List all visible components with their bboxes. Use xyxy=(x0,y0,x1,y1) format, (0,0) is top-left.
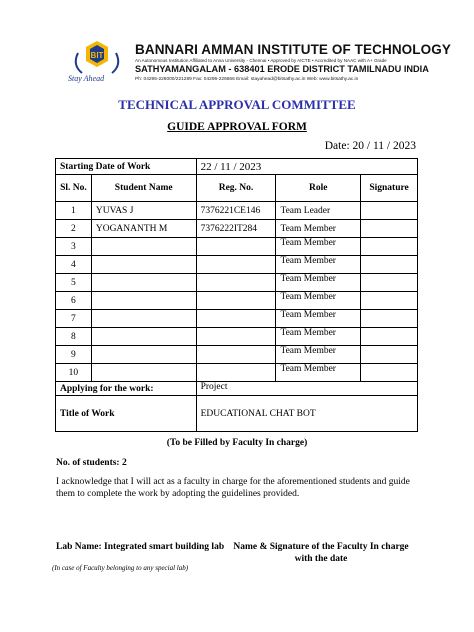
form-title: GUIDE APPROVAL FORM xyxy=(167,121,307,133)
row-role: Team Member xyxy=(276,292,361,310)
row-signature xyxy=(361,220,418,238)
table-header-row xyxy=(56,175,418,202)
row-signature xyxy=(361,310,418,328)
row-reg-no xyxy=(196,310,276,328)
row-sl: 2 xyxy=(56,220,92,238)
applying-value: Project xyxy=(196,382,417,396)
applying-label: Applying for the work: xyxy=(56,382,197,396)
number-of-students: No. of students: 2 xyxy=(56,458,127,468)
header-reg-no: Reg. No. xyxy=(196,175,276,202)
row-signature xyxy=(361,202,418,220)
logo-tagline: Stay Ahead xyxy=(68,74,105,83)
start-date-row xyxy=(56,159,418,175)
row-sl: 9 xyxy=(56,346,92,364)
faculty-signature-label: Name & Signature of the Faculty In charge with the date xyxy=(233,542,409,564)
row-role: Team Member xyxy=(276,238,361,256)
row-reg-no xyxy=(196,364,276,382)
table-row xyxy=(56,292,418,310)
row-sl: 4 xyxy=(56,256,92,274)
table-row xyxy=(56,328,418,346)
title-value: EDUCATIONAL CHAT BOT xyxy=(196,396,417,432)
committee-title: TECHNICAL APPROVAL COMMITTEE xyxy=(118,97,356,112)
row-reg-no: 7376222IT284 xyxy=(196,220,276,238)
form-date: Date: 20 / 11 / 2023 xyxy=(324,140,416,152)
table-row xyxy=(56,346,418,364)
row-reg-no xyxy=(196,238,276,256)
row-reg-no xyxy=(196,328,276,346)
row-student-name xyxy=(91,310,196,328)
row-sl: 8 xyxy=(56,328,92,346)
row-sl: 7 xyxy=(56,310,92,328)
applying-row xyxy=(56,382,418,396)
start-date-label: Starting Date of Work xyxy=(56,159,197,175)
row-student-name xyxy=(91,274,196,292)
institution-address: SATHYAMANGALAM - 638401 ERODE DISTRICT TAMILNADU INDIA xyxy=(135,64,429,74)
header-signature: Signature xyxy=(361,175,418,202)
table-row xyxy=(56,310,418,328)
title-row xyxy=(56,396,418,432)
logo-letters: BIT xyxy=(90,51,104,60)
row-reg-no xyxy=(196,346,276,364)
row-signature xyxy=(361,256,418,274)
row-signature xyxy=(361,346,418,364)
row-signature xyxy=(361,364,418,382)
row-signature xyxy=(361,328,418,346)
row-sl: 10 xyxy=(56,364,92,382)
institution-contact: Ph: 04295-226000/221289 Fax: 04295-226666 Email: stayahead@bitsathy.ac.in Web: www.bitsathy.ac.in xyxy=(135,77,359,82)
row-role: Team Leader xyxy=(276,202,361,220)
row-role: Team Member xyxy=(276,364,361,382)
institution-name: BANNARI AMMAN INSTITUTE OF TECHNOLOGY xyxy=(135,42,451,57)
row-sl: 5 xyxy=(56,274,92,292)
lab-name: Lab Name: Integrated smart building lab xyxy=(56,542,225,552)
row-reg-no xyxy=(196,256,276,274)
approval-table xyxy=(55,158,418,432)
row-student-name xyxy=(91,364,196,382)
row-student-name xyxy=(91,292,196,310)
header-sl-no: Sl. No. xyxy=(56,175,92,202)
row-sl: 1 xyxy=(56,202,92,220)
row-sl: 6 xyxy=(56,292,92,310)
institution-subtitle: An Autonomous Institution Affiliated to Anna University - Chennai • Approved by AICTE • Accredited by NAAC with A+ Grade xyxy=(135,58,387,63)
row-role: Team Member xyxy=(276,220,361,238)
row-role: Team Member xyxy=(276,346,361,364)
row-role: Team Member xyxy=(276,274,361,292)
start-date-value: 22 / 11 / 2023 xyxy=(196,159,417,175)
table-row xyxy=(56,238,418,256)
table-row xyxy=(56,364,418,382)
row-reg-no xyxy=(196,292,276,310)
row-reg-no: 7376221CE146 xyxy=(196,202,276,220)
header-student-name: Student Name xyxy=(91,175,196,202)
table-row xyxy=(56,274,418,292)
lab-note: (In case of Faculty belonging to any special lab) xyxy=(52,564,189,572)
table-row xyxy=(56,220,418,238)
row-student-name xyxy=(91,238,196,256)
header-role: Role xyxy=(276,175,361,202)
acknowledgement-text: I acknowledge that I will act as a faculty in charge for the aforementioned students and guide them to complete the work by adopting the guidelines provided. xyxy=(56,477,410,499)
row-role: Team Member xyxy=(276,328,361,346)
row-signature xyxy=(361,292,418,310)
table-row xyxy=(56,256,418,274)
row-student-name xyxy=(91,346,196,364)
row-signature xyxy=(361,238,418,256)
row-role: Team Member xyxy=(276,310,361,328)
table-row xyxy=(56,202,418,220)
row-signature xyxy=(361,274,418,292)
row-reg-no xyxy=(196,274,276,292)
faculty-note: (To be Filled by Faculty In charge) xyxy=(166,438,308,448)
row-student-name: YUVAS J xyxy=(91,202,196,220)
row-student-name xyxy=(91,328,196,346)
row-sl: 3 xyxy=(56,238,92,256)
title-label: Title of Work xyxy=(56,396,197,432)
row-student-name xyxy=(91,256,196,274)
row-student-name: YOGANANTH M xyxy=(91,220,196,238)
row-role: Team Member xyxy=(276,256,361,274)
